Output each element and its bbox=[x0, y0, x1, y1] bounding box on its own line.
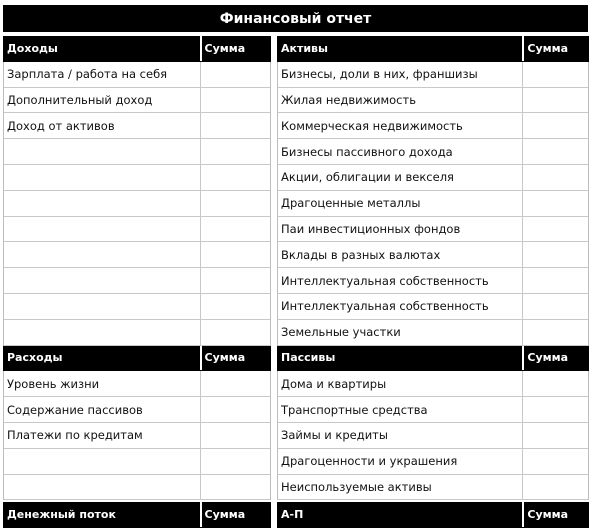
assets-item-label: Коммерческая недвижимость bbox=[281, 118, 463, 133]
assets-item-label: Интеллектуальная собственность bbox=[281, 299, 489, 314]
table-row bbox=[3, 397, 271, 423]
assets-item-label: Паи инвестиционных фондов bbox=[281, 221, 461, 236]
expenses-amount-cell[interactable] bbox=[200, 475, 270, 500]
income-item-label bbox=[4, 217, 200, 242]
assets-item-label: Бизнесы, доли в них, франшизы bbox=[281, 67, 478, 82]
table-row bbox=[3, 191, 271, 217]
liabilities-amount-cell[interactable] bbox=[522, 475, 588, 500]
table-row bbox=[277, 62, 589, 88]
assets-amount-cell[interactable] bbox=[522, 191, 588, 216]
assets-item-label: Вклады в разных валютах bbox=[281, 247, 441, 262]
liabilities-header: Пассивы bbox=[281, 351, 336, 365]
expenses-header-row bbox=[3, 346, 271, 372]
table-row bbox=[3, 371, 271, 397]
income-item-label bbox=[4, 320, 200, 345]
expenses-item-label: Уровень жизни bbox=[7, 376, 100, 391]
balance-sum-header: Сумма bbox=[522, 502, 588, 527]
assets-item-label: Земельные участки bbox=[281, 325, 401, 340]
assets-amount-cell[interactable] bbox=[522, 165, 588, 190]
income-item-label bbox=[4, 191, 200, 216]
expenses-amount-cell[interactable] bbox=[200, 423, 270, 448]
liabilities-item-label: Драгоценности и украшения bbox=[281, 454, 458, 469]
table-row bbox=[277, 268, 589, 294]
expenses-item-label bbox=[4, 449, 200, 474]
report-title: Финансовый отчет bbox=[3, 5, 588, 32]
liabilities-amount-cell[interactable] bbox=[522, 423, 588, 448]
expenses-amount-cell[interactable] bbox=[200, 397, 270, 422]
table-row bbox=[277, 294, 589, 320]
assets-amount-cell[interactable] bbox=[522, 268, 588, 293]
liabilities-amount-cell[interactable] bbox=[522, 397, 588, 422]
income-item-label: Дополнительный доход bbox=[7, 92, 153, 107]
assets-amount-cell[interactable] bbox=[522, 217, 588, 242]
income-amount-cell[interactable] bbox=[200, 191, 270, 216]
table-row bbox=[277, 191, 589, 217]
table-row bbox=[3, 242, 271, 268]
table-row bbox=[3, 320, 271, 346]
liabilities-item-label: Дома и квартиры bbox=[281, 376, 387, 391]
income-amount-cell[interactable] bbox=[200, 113, 270, 138]
expenses-amount-cell[interactable] bbox=[200, 371, 270, 396]
liabilities-item-label: Неиспользуемые активы bbox=[281, 479, 432, 494]
income-item-label bbox=[4, 139, 200, 164]
table-row bbox=[3, 217, 271, 243]
expenses-item-label: Платежи по кредитам bbox=[7, 428, 143, 443]
liabilities-sum-header: Сумма bbox=[522, 346, 588, 371]
income-amount-cell[interactable] bbox=[200, 268, 270, 293]
table-row bbox=[3, 165, 271, 191]
assets-item-label: Акции, облигации и векселя bbox=[281, 170, 454, 185]
liabilities-item-label: Займы и кредиты bbox=[281, 428, 388, 443]
income-sum-header: Сумма bbox=[200, 36, 270, 61]
table-row bbox=[277, 242, 589, 268]
assets-header: Активы bbox=[281, 41, 328, 55]
expenses-header: Расходы bbox=[7, 351, 63, 365]
liabilities-amount-cell[interactable] bbox=[522, 371, 588, 396]
table-row bbox=[3, 113, 271, 139]
table-row bbox=[277, 139, 589, 165]
left-table bbox=[3, 36, 271, 528]
table-row bbox=[3, 449, 271, 475]
assets-amount-cell[interactable] bbox=[522, 139, 588, 164]
table-row bbox=[277, 217, 589, 243]
right-table bbox=[277, 36, 589, 528]
income-header-row bbox=[3, 36, 271, 62]
table-row bbox=[3, 475, 271, 501]
liabilities-item-label: Транспортные средства bbox=[281, 402, 428, 417]
expenses-sum-header: Сумма bbox=[200, 346, 270, 371]
assets-amount-cell[interactable] bbox=[522, 113, 588, 138]
assets-amount-cell[interactable] bbox=[522, 320, 588, 345]
assets-amount-cell[interactable] bbox=[522, 62, 588, 87]
balance-header: А-П bbox=[281, 508, 304, 522]
income-amount-cell[interactable] bbox=[200, 139, 270, 164]
liabilities-header-row bbox=[277, 346, 589, 372]
assets-item-label: Бизнесы пассивного дохода bbox=[281, 144, 453, 159]
income-amount-cell[interactable] bbox=[200, 242, 270, 267]
income-amount-cell[interactable] bbox=[200, 217, 270, 242]
balance-header-row bbox=[277, 502, 589, 528]
table-row bbox=[277, 88, 589, 114]
table-row bbox=[277, 475, 589, 501]
assets-amount-cell[interactable] bbox=[522, 294, 588, 319]
assets-header-row bbox=[277, 36, 589, 62]
table-row bbox=[277, 165, 589, 191]
table-row bbox=[277, 113, 589, 139]
income-item-label bbox=[4, 294, 200, 319]
table-row bbox=[277, 449, 589, 475]
assets-item-label: Жилая недвижимость bbox=[281, 92, 416, 107]
table-row bbox=[3, 62, 271, 88]
assets-amount-cell[interactable] bbox=[522, 88, 588, 113]
income-amount-cell[interactable] bbox=[200, 62, 270, 87]
assets-item-label: Интеллектуальная собственность bbox=[281, 273, 489, 288]
income-item-label bbox=[4, 242, 200, 267]
cashflow-sum-header: Сумма bbox=[200, 502, 270, 527]
income-item-label: Зарплата / работа на себя bbox=[7, 67, 168, 82]
table-row bbox=[3, 423, 271, 449]
table-row bbox=[277, 320, 589, 346]
table-row bbox=[277, 397, 589, 423]
cashflow-header: Денежный поток bbox=[7, 508, 116, 522]
income-item-label bbox=[4, 165, 200, 190]
income-header: Доходы bbox=[7, 41, 58, 55]
table-row bbox=[3, 268, 271, 294]
expenses-item-label: Содержание пассивов bbox=[7, 402, 143, 417]
income-item-label: Доход от активов bbox=[7, 118, 115, 133]
income-amount-cell[interactable] bbox=[200, 294, 270, 319]
cashflow-header-row bbox=[3, 502, 271, 528]
assets-amount-cell[interactable] bbox=[522, 242, 588, 267]
income-item-label bbox=[4, 268, 200, 293]
income-amount-cell[interactable] bbox=[200, 88, 270, 113]
table-row bbox=[3, 294, 271, 320]
income-amount-cell[interactable] bbox=[200, 165, 270, 190]
assets-item-label: Драгоценные металлы bbox=[281, 196, 421, 211]
table-row bbox=[3, 88, 271, 114]
expenses-item-label bbox=[4, 475, 200, 500]
income-amount-cell[interactable] bbox=[200, 320, 270, 345]
table-row bbox=[3, 139, 271, 165]
table-row bbox=[277, 371, 589, 397]
table-row bbox=[277, 423, 589, 449]
assets-sum-header: Сумма bbox=[522, 36, 588, 61]
expenses-amount-cell[interactable] bbox=[200, 449, 270, 474]
liabilities-amount-cell[interactable] bbox=[522, 449, 588, 474]
